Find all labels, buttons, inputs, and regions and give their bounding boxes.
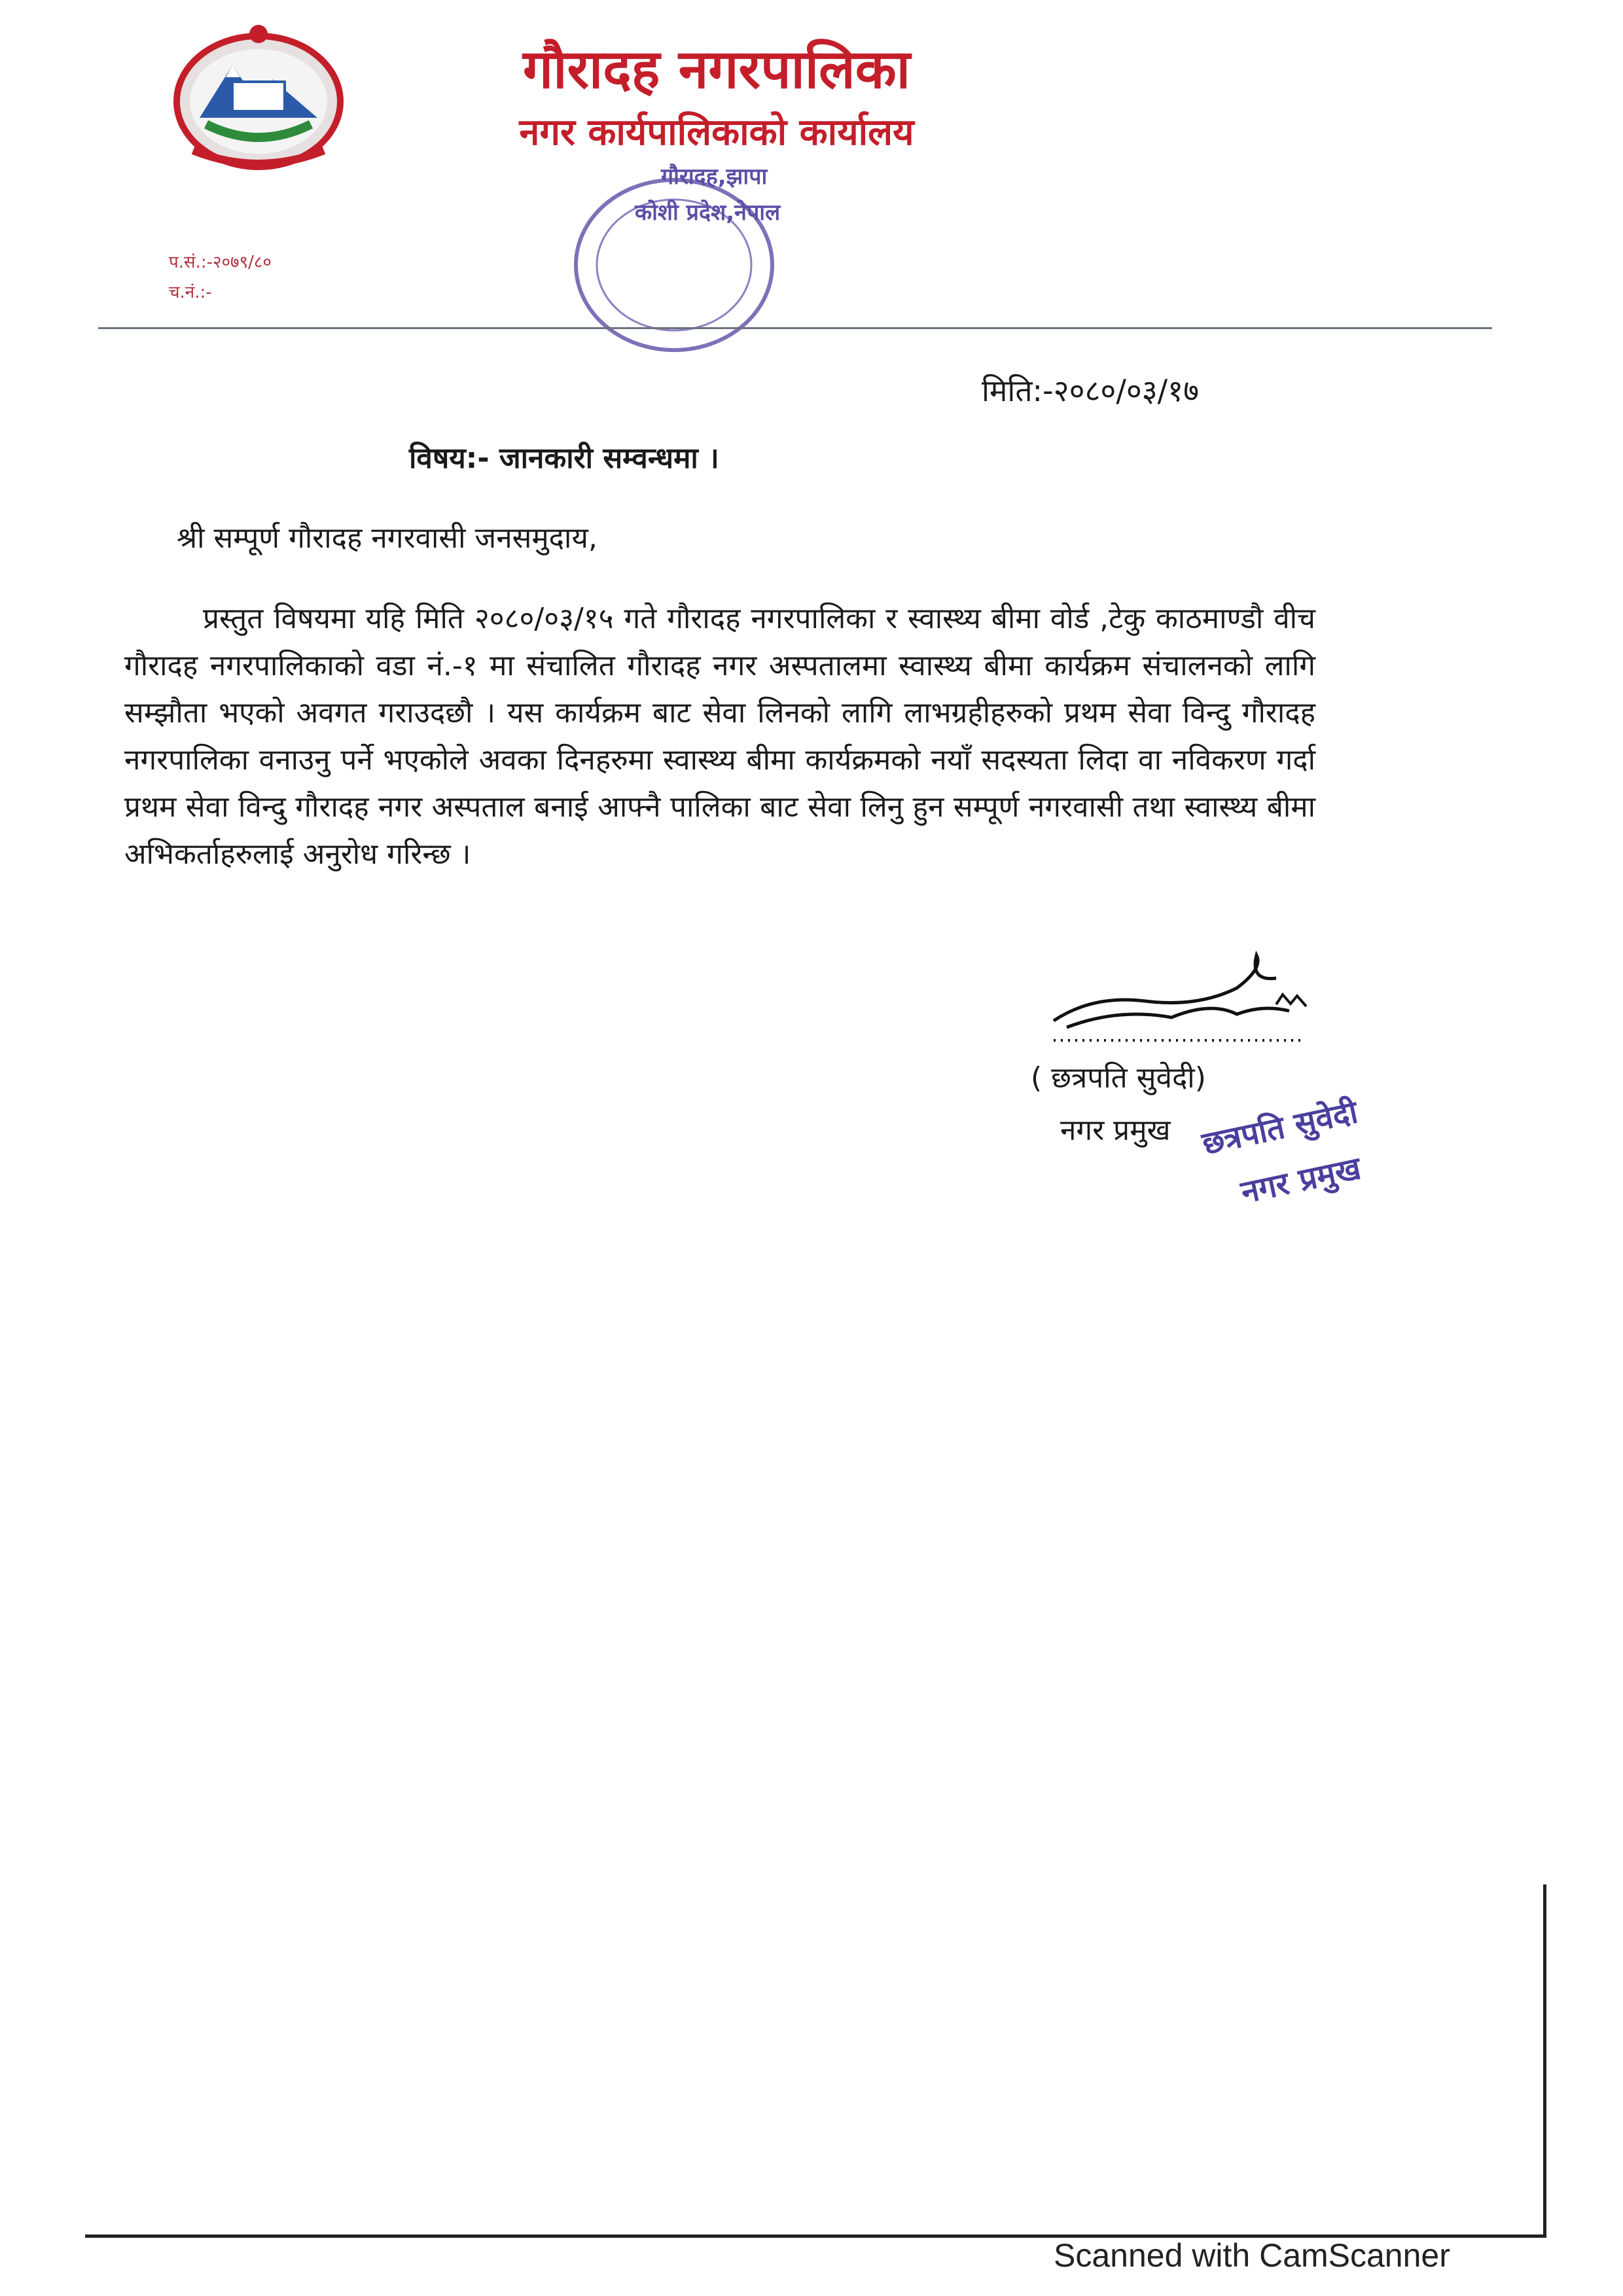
stamp-signer-title: नगर प्रमुख — [1238, 1150, 1364, 1211]
municipality-name: गौरादह नगरपालिका — [523, 39, 910, 101]
signer-name-stamp — [1199, 1086, 1397, 1211]
reference-block — [169, 247, 272, 308]
signer-name: ( छत्रपति सुवेदी) — [1031, 1061, 1206, 1095]
signer-title: नगर प्रमुख — [1060, 1114, 1171, 1147]
scan-edge-line — [1543, 1884, 1546, 2238]
stamp-signer-name: छत्रपति सुवेदी — [1199, 1093, 1361, 1163]
letter-subject: विषय:- जानकारी सम्वन्धमा । — [409, 442, 719, 475]
camscanner-watermark: Scanned with CamScanner — [1054, 2237, 1450, 2274]
nepal-government-emblem-icon — [167, 20, 350, 173]
letter-date: मिति:-२०८०/०३/१७ — [982, 373, 1200, 408]
letter-salutation: श्री सम्पूर्ण गौरादह नगरवासी जनसमुदाय, — [177, 521, 597, 555]
reference-number: प.सं.:-२०७९/८० — [169, 253, 272, 272]
stamp-line-location: गौरादह,झापा — [661, 164, 768, 190]
dispatch-number: च.नं.:- — [169, 283, 212, 302]
handwritten-signature-icon — [1041, 942, 1342, 1047]
office-stamp — [543, 141, 831, 363]
header-divider — [98, 327, 1492, 329]
office-name: नगर कार्यपालिकाको कार्यालय — [519, 111, 914, 154]
letter-body: प्रस्तुत विषयमा यहि मिति २०८०/०३/१५ गते गौरादह नगरपालिका र स्वास्थ्य बीमा वोर्ड ,टेकु काठमाण्डौ वीच गौरादह नगरपालिकाको वडा नं.-१ मा संचालित गौरादह नगर अस्पतालमा स्वास्थ्य बीमा कार्यक्रम संचालनको लागि सम्झौता भएको अवगत गराउदछौ । यस कार्यक्रम बाट सेवा लिनको लागि लाभग्रहीहरुको प्रथम सेवा विन्दु गौरादह नगरपालिका वनाउनु पर्ने भएकोले अवका दिनहरुमा स्वास्थ्य बीमा कार्यक्रमको नयाँ सदस्यता लिदा वा नविकरण गर्दा प्रथम सेवा विन्दु गौरादह नगर अस्पताल बनाई आफ्नै पालिका बाट सेवा लिनु हुन सम्पूर्ण नगरवासी तथा स्वास्थ्य बीमा अभिकर्ताहरुलाई अनुरोध गरिन्छ । — [124, 602, 1315, 871]
stamp-line-province: कोशी प्रदेश,नेपाल — [635, 200, 781, 226]
